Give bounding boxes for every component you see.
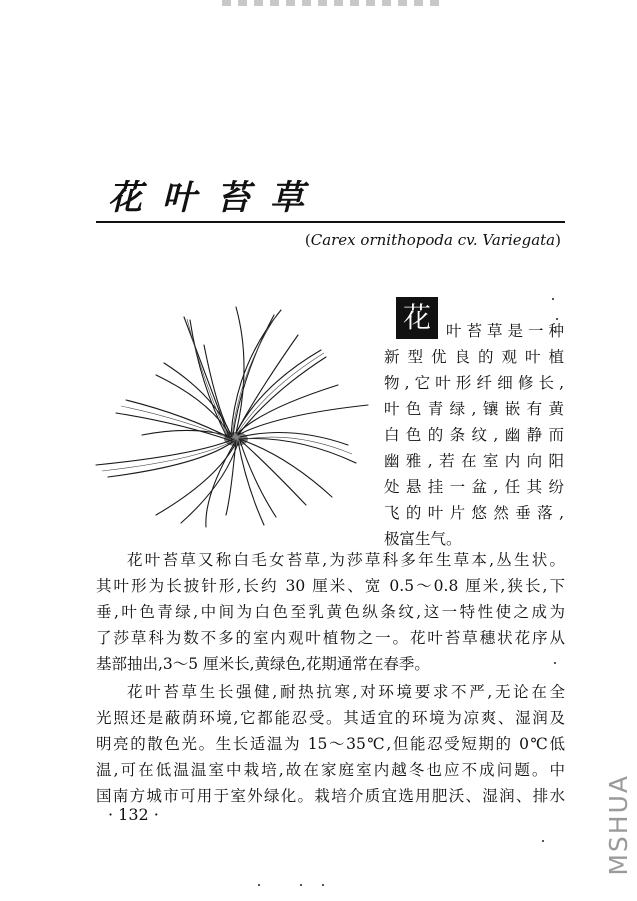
side-text-line: 叶色青绿,镶嵌有黄 [384, 400, 564, 418]
latin-open-paren: ( [304, 231, 311, 249]
drop-cap: 花 [396, 297, 438, 339]
article-title: 花叶苔草 [108, 178, 324, 218]
latin-close-paren: ) [555, 231, 561, 249]
scan-speck [300, 884, 302, 886]
paragraph-1-line: 了莎草科为数不多的室内观叶植物之一。花叶苔草穗状花序从 [96, 629, 565, 647]
scan-speck [258, 884, 260, 886]
paragraph-2-line: 国南方城市可用于室外绿化。栽培介质宜选用肥沃、湿润、排水 [96, 787, 565, 805]
side-text-line: 飞的叶片悠然垂落, [384, 504, 564, 522]
side-text-line: 叶苔草是一种 [446, 322, 564, 340]
paragraph-2-line: 温,可在低温温室中栽培,故在家庭室内越冬也应不成问题。中 [96, 761, 565, 779]
watermark: MSHUA [604, 774, 633, 876]
scientific-name: Carex ornithopoda cv. Variegata [310, 231, 556, 249]
side-text-line: 处悬挂一盆,任其纷 [384, 478, 564, 496]
paragraph-1-line: 垂,叶色青绿,中间为白色至乳黄色纵条纹,这一特性使之成为 [96, 603, 565, 621]
side-text-line: 白色的条纹,幽静而 [384, 426, 564, 444]
side-text-line: 新型优良的观叶植 [384, 348, 564, 366]
scan-speck [322, 884, 324, 886]
paragraph-1-line: 基部抽出,3～5 厘米长,黄绿色,花期通常在春季。 [96, 655, 430, 673]
paragraph-1-line: 花叶苔草又称白毛女苔草,为莎草科多年生草本,丛生状。 [127, 551, 565, 569]
side-text-line: 极富生气。 [384, 530, 462, 548]
plant-illustration [86, 305, 376, 530]
paragraph-2-line: 光照还是蔽荫环境,它都能忍受。其适宜的环境为凉爽、湿润及 [96, 709, 565, 727]
paragraph-1-line: 其叶形为长披针形,长约 30 厘米、宽 0.5～0.8 厘米,狭长,下 [96, 577, 565, 595]
paragraph-2-line: 花叶苔草生长强健,耐热抗寒,对环境要求不严,无论在全 [127, 683, 565, 701]
scan-header-strip [222, 0, 442, 6]
paragraph-2-line: 明亮的散色光。生长适温为 15～35℃,但能忍受短期的 0℃低 [96, 735, 565, 753]
title-underline [96, 221, 565, 223]
scan-speck [542, 840, 544, 842]
scan-speck [554, 662, 556, 664]
page-number: · 132 · [108, 805, 159, 824]
side-text-line: 幽雅,若在室内向阳 [384, 452, 564, 470]
scan-speck [552, 298, 554, 300]
side-text-line: 物,它叶形纤细修长, [384, 374, 564, 392]
latin-name [305, 231, 561, 249]
scan-speck [556, 318, 558, 320]
